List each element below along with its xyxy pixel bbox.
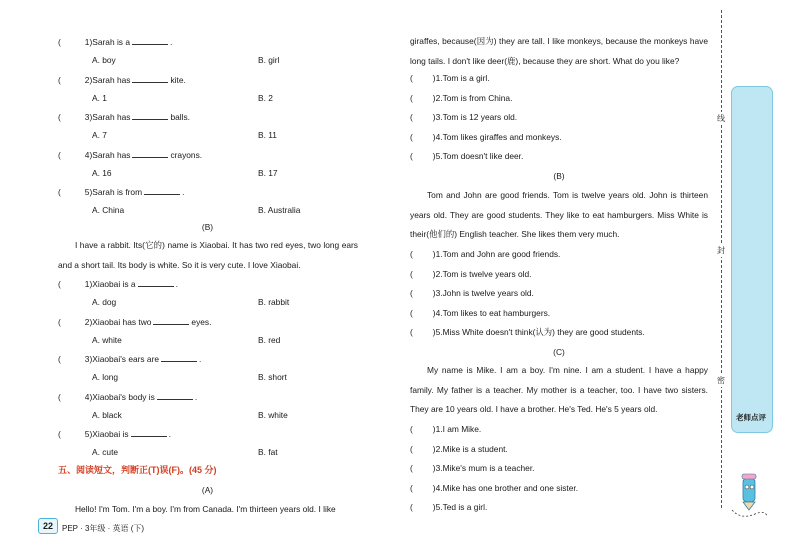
paren-close: ) (432, 112, 436, 122)
fill-blank (132, 36, 168, 45)
dot: . (440, 288, 443, 298)
paren-open: ( (410, 463, 413, 473)
dot: . (440, 92, 443, 103)
fill-blank (144, 186, 180, 195)
passage-b-left: I have a rabbit. Its(它的) name is Xiaobai. It has two red eyes, two long ears and a short tail. Its body is white. So it is very cute. I love Xiaobai. (58, 240, 358, 270)
paren-open: ( (58, 391, 61, 402)
question-row (58, 36, 172, 48)
paren-close: ) (432, 463, 436, 473)
paren-open: ( (410, 327, 413, 337)
tf-question-row (410, 308, 550, 319)
option-b: B. red (258, 334, 281, 345)
question-number: 1 (435, 424, 441, 434)
paren-close: ) (89, 316, 93, 327)
passage-a-end: giraffes, because(因为) they are tall. I like monkeys, because the monkeys have long tails. I don't like deer(鹿), because they are short. What do you like? (410, 36, 708, 66)
tf-question-row (410, 93, 512, 104)
question-number: 4 (435, 482, 441, 493)
question-end: . (175, 279, 178, 289)
question-text: Sarah is from (92, 187, 143, 197)
question-row (58, 353, 201, 365)
paren-close: ) (432, 73, 436, 83)
fill-blank (138, 278, 174, 287)
option-a: A. 1 (92, 92, 107, 103)
paren-close: ) (432, 502, 436, 512)
question-text: Tom is 12 years old. (442, 112, 518, 122)
question-text: Xiaobai is a (92, 279, 136, 289)
paren-close: ) (432, 327, 436, 337)
fill-blank (132, 74, 168, 83)
paren-open: ( (410, 249, 413, 259)
paren-open: ( (58, 354, 61, 364)
question-text: Tom and John are good friends. (442, 249, 561, 259)
passage-a-start: Hello! I'm Tom. I'm a boy. I'm from Canada. I'm thirteen years old. I like (75, 504, 336, 514)
section-five-title: 五、阅读短文，判断正(T)误(F)。(45 分) (58, 465, 217, 475)
tf-question-row (410, 483, 578, 494)
dot: . (440, 112, 443, 122)
paren-open: ( (58, 279, 61, 289)
question-end: eyes. (191, 316, 212, 327)
question-number: 3 (435, 112, 441, 122)
option-b: B. white (258, 409, 288, 420)
question-number: 1 (435, 73, 441, 83)
page-number: 22 (38, 518, 58, 534)
question-number: 4 (84, 391, 90, 402)
paren-close: ) (89, 391, 93, 402)
question-text: Mike is a student. (442, 443, 508, 454)
question-number: 3 (435, 288, 441, 298)
question-row (58, 186, 184, 198)
option-a: A. white (92, 334, 122, 345)
paren-open: ( (410, 424, 413, 434)
paren-open: ( (410, 288, 413, 298)
fill-blank (161, 353, 197, 362)
question-number: 2 (84, 316, 90, 327)
tf-question-row (410, 73, 490, 84)
paren-open: ( (58, 37, 61, 47)
paren-close: ) (89, 112, 93, 122)
question-text: Miss White doesn't think(认为) they are good students. (442, 327, 645, 337)
pencil-mascot-icon (727, 472, 772, 522)
paren-close: ) (432, 443, 436, 454)
question-number: 1 (84, 37, 90, 47)
dot: . (440, 268, 443, 279)
paren-close: ) (432, 151, 436, 161)
question-number: 5 (435, 151, 441, 161)
question-text: Ted is a girl. (442, 502, 488, 512)
paren-open: ( (410, 112, 413, 122)
question-number: 2 (435, 92, 441, 103)
side-mark-seal: 封 (712, 244, 730, 257)
question-number: 5 (435, 327, 441, 337)
tf-question-row (410, 502, 487, 513)
paren-open: ( (410, 502, 413, 512)
paren-open: ( (58, 74, 61, 85)
question-number: 2 (435, 268, 441, 279)
footer-text: PEP · 3年级 · 英语 (下) (62, 524, 145, 533)
binding-dashed-line (721, 10, 722, 508)
paren-close: ) (432, 482, 436, 493)
question-row (58, 391, 197, 403)
option-b: B. 17 (258, 167, 278, 178)
option-a: A. cute (92, 447, 119, 457)
teacher-comment-label: 老师点评 (736, 413, 766, 422)
question-row (58, 111, 190, 123)
paren-open: ( (58, 316, 61, 327)
dot: . (440, 424, 443, 434)
question-row (58, 74, 186, 86)
side-mark-secret: 密 (712, 374, 730, 387)
question-number: 4 (84, 149, 90, 160)
tf-question-row (410, 288, 534, 299)
dot: . (440, 73, 443, 83)
option-b: B. fat (258, 447, 278, 457)
dot: . (440, 502, 443, 512)
paren-open: ( (410, 92, 413, 103)
question-number: 1 (435, 249, 441, 259)
question-text: Tom likes giraffes and monkeys. (442, 131, 562, 142)
passage-b-right: Tom and John are good friends. Tom is twelve years old. John is thirteen years old. They are good students. They like to eat hamburgers. Miss White is their(他们的) English teacher. She likes them very much. (410, 190, 708, 239)
option-b: B. short (258, 372, 287, 382)
question-text: Xiaobai's ears are (92, 354, 160, 364)
question-end: . (199, 354, 202, 364)
question-end: . (169, 37, 173, 47)
question-end: crayons. (170, 149, 203, 160)
dot: . (440, 151, 443, 161)
paren-close: ) (89, 354, 93, 364)
option-a: A. boy (92, 55, 116, 65)
option-b: B. rabbit (258, 297, 290, 307)
question-text: Tom is from China. (442, 92, 513, 103)
question-number: 2 (84, 74, 90, 85)
paren-close: ) (89, 187, 93, 197)
fill-blank (132, 111, 168, 120)
question-text: Tom is twelve years old. (442, 268, 532, 279)
tf-question-row (410, 269, 532, 280)
tf-question-row (410, 444, 508, 455)
option-a: A. black (92, 409, 122, 420)
question-text: Mike has one brother and one sister. (442, 482, 579, 493)
paren-open: ( (410, 151, 413, 161)
paren-close: ) (89, 74, 93, 85)
question-end: . (168, 429, 171, 439)
option-b: B. 2 (258, 92, 273, 103)
question-text: Xiaobai has two (92, 316, 152, 327)
question-end: . (182, 187, 185, 197)
option-b: B. girl (258, 55, 280, 65)
passage-c: My name is Mike. I am a boy. I'm nine. I am a student. I have a happy family. My father is a teacher. My mother is a teacher, too. I have two sisters. They are 10 years old. I have a brother. He's Ted. He's 5 years old. (410, 365, 708, 414)
question-number: 3 (84, 112, 90, 122)
tf-question-row (410, 132, 562, 143)
paren-close: ) (432, 424, 436, 434)
question-row (58, 149, 202, 161)
question-text: Sarah has (92, 149, 131, 160)
dot: . (440, 443, 443, 454)
teacher-comment-box (731, 86, 773, 433)
paren-open: ( (58, 112, 61, 122)
tf-question-row (410, 327, 645, 338)
question-number: 5 (435, 502, 441, 512)
paren-open: ( (410, 443, 413, 454)
option-b: B. Australia (258, 205, 301, 215)
question-row (58, 316, 211, 328)
part-b-label-right: (B) (553, 171, 565, 181)
tf-question-row (410, 424, 481, 435)
paren-close: ) (432, 307, 436, 318)
paren-open: ( (58, 187, 61, 197)
question-text: I am Mike. (442, 424, 482, 434)
paren-close: ) (89, 37, 93, 47)
paren-close: ) (432, 249, 436, 259)
question-number: 4 (435, 307, 441, 318)
option-a: A. 16 (92, 167, 112, 178)
question-number: 1 (84, 279, 90, 289)
fill-blank (157, 391, 193, 400)
option-a: A. 7 (92, 130, 107, 140)
dot: . (440, 249, 443, 259)
fill-blank (131, 428, 167, 437)
question-text: Xiaobai is (92, 429, 129, 439)
paren-close: ) (432, 288, 436, 298)
paren-open: ( (410, 268, 413, 279)
part-b-label-left: (B) (201, 222, 214, 232)
paren-open: ( (58, 429, 61, 439)
paren-open: ( (410, 482, 413, 493)
dot: . (440, 463, 443, 473)
question-text: Sarah has (92, 112, 131, 122)
question-text: Tom is a girl. (442, 73, 490, 83)
paren-open: ( (410, 73, 413, 83)
paren-open: ( (410, 131, 413, 142)
paren-close: ) (432, 131, 436, 142)
paren-open: ( (58, 149, 61, 160)
tf-question-row (410, 463, 535, 474)
part-a-label: (A) (201, 485, 214, 495)
paren-close: ) (89, 279, 93, 289)
question-text: Mike's mum is a teacher. (442, 463, 535, 473)
question-row (58, 428, 171, 440)
question-end: balls. (170, 112, 191, 122)
question-text: Sarah has (92, 74, 131, 85)
question-number: 3 (435, 463, 441, 473)
question-number: 5 (84, 187, 90, 197)
dot: . (440, 131, 443, 142)
question-end: . (194, 391, 198, 402)
paren-close: ) (432, 268, 436, 279)
question-text: Xiaobai's body is (92, 391, 155, 402)
paren-close: ) (432, 92, 436, 103)
question-text: Tom likes to eat hamburgers. (442, 307, 551, 318)
question-text: Sarah is a (92, 37, 130, 47)
question-number: 3 (84, 354, 90, 364)
question-row (58, 278, 178, 290)
part-c-label: (C) (553, 347, 565, 357)
tf-question-row (410, 151, 523, 162)
question-end: kite. (170, 74, 186, 85)
option-a: A. dog (92, 297, 117, 307)
tf-question-row (410, 249, 560, 260)
side-mark-line: 线 (712, 112, 730, 125)
fill-blank (132, 149, 168, 158)
dot: . (440, 327, 443, 337)
option-b: B. 11 (258, 130, 277, 140)
paren-close: ) (89, 149, 93, 160)
fill-blank (153, 316, 189, 325)
question-number: 5 (84, 429, 90, 439)
question-number: 2 (435, 443, 441, 454)
paren-close: ) (89, 429, 93, 439)
option-a: A. long (92, 372, 119, 382)
dot: . (440, 307, 443, 318)
dot: . (440, 482, 443, 493)
paren-open: ( (410, 307, 413, 318)
option-a: A. China (92, 205, 125, 215)
question-text: John is twelve years old. (442, 288, 534, 298)
tf-question-row (410, 112, 517, 123)
question-text: Tom doesn't like deer. (442, 151, 524, 161)
question-number: 4 (435, 131, 441, 142)
